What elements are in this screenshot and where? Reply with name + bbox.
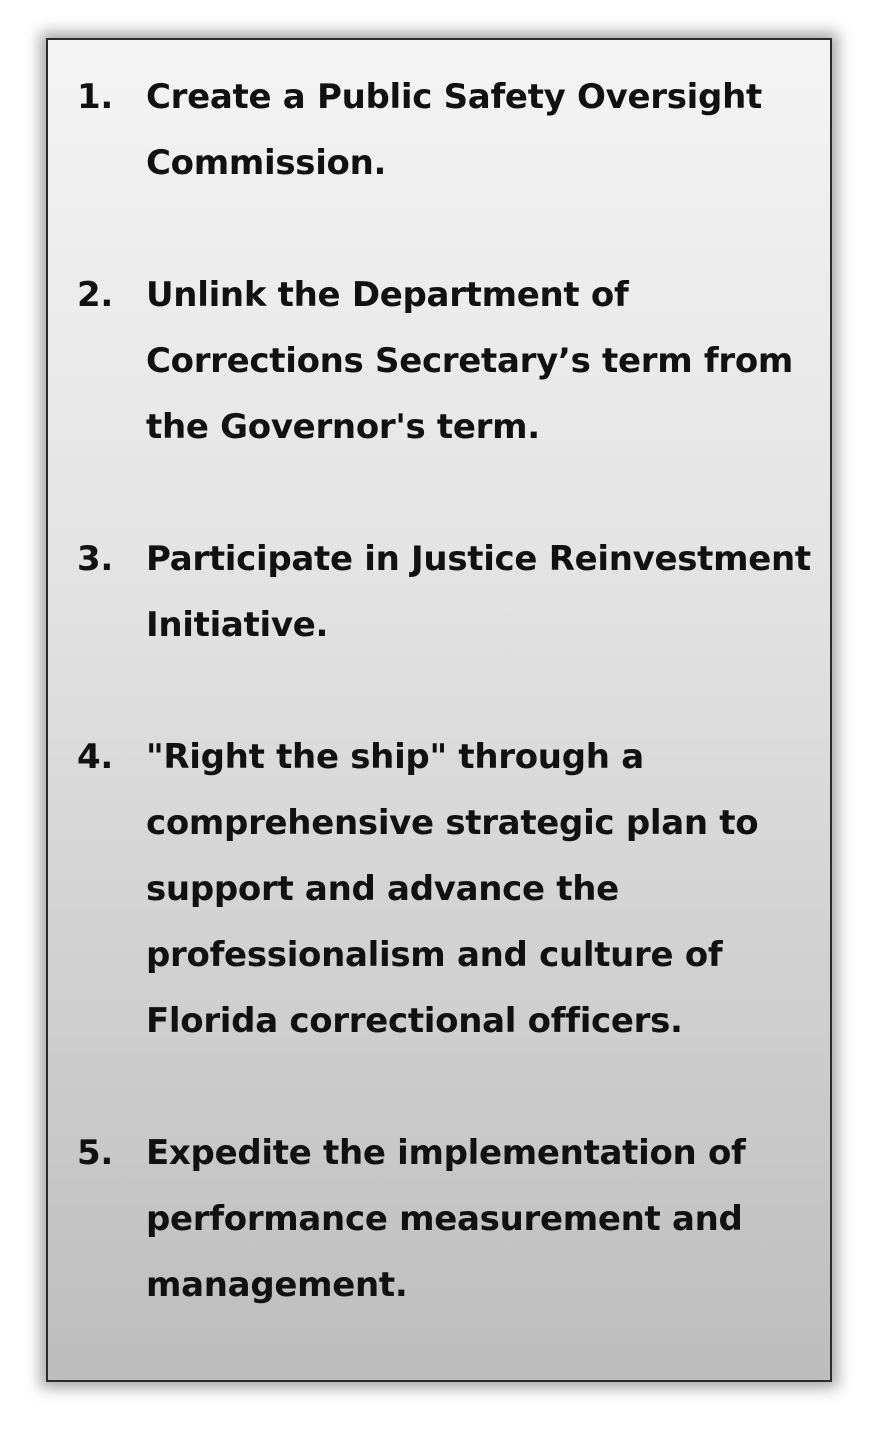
item-text [146, 262, 830, 460]
item-line: performance measurement and [146, 1199, 743, 1239]
item-number: 5. [77, 1133, 113, 1173]
item-line: Florida correctional officers. [146, 1001, 683, 1041]
item-text [146, 724, 830, 1054]
item-line: Initiative. [146, 605, 329, 645]
item-line: Participate in Justice Reinvestment [146, 539, 811, 579]
item-text [146, 64, 830, 196]
item-line: the Governor's term. [146, 407, 540, 447]
item-line: management. [146, 1265, 408, 1305]
item-line: comprehensive strategic plan to [146, 803, 759, 843]
item-number: 3. [77, 539, 113, 579]
item-text [146, 1120, 830, 1318]
list-item [48, 64, 830, 196]
item-line: Create a Public Safety Oversight [146, 77, 762, 117]
item-number: 1. [77, 77, 113, 117]
item-number: 2. [77, 275, 113, 315]
item-line: Commission. [146, 143, 387, 183]
list-item [48, 526, 830, 658]
recommendations-panel [46, 38, 832, 1382]
item-line: Unlink the Department of [146, 275, 629, 315]
item-line: support and advance the [146, 869, 619, 909]
list-item [48, 1120, 830, 1318]
item-line: Expedite the implementation of [146, 1133, 746, 1173]
list-item [48, 262, 830, 460]
item-text [146, 526, 830, 658]
list-item [48, 724, 830, 1054]
item-line: professionalism and culture of [146, 935, 723, 975]
item-number: 4. [77, 737, 113, 777]
item-line: Corrections Secretary’s term from [146, 341, 794, 381]
item-line: "Right the ship" through a [146, 737, 644, 777]
